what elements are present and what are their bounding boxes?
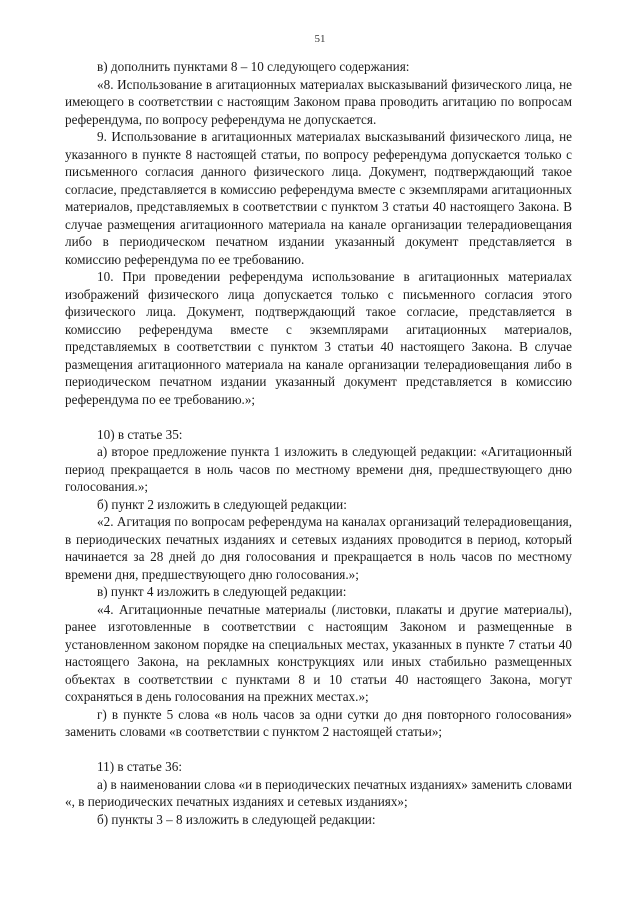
paragraph: б) пункт 2 изложить в следующей редакции: xyxy=(97,496,347,512)
document-body xyxy=(65,58,572,828)
paragraph-spacer xyxy=(65,408,572,426)
page-number: 51 xyxy=(314,33,326,45)
paragraph: а) второе предложение пункта 1 изложить в следующей редакции: «Агитационный период прекращается в ноль часов по местному времени дня, предшествующего дню голосования.»; xyxy=(65,444,572,494)
paragraph: «4. Агитационные печатные материалы (листовки, плакаты и другие материалы), ранее изготовленные в соответствии с настоящим Законом и размещенные в установленном законом порядке на специальных местах, указанных в пункте 7 статьи 40 настоящего Закона, на рекламных конструкциях или иных стабильно размещенных объектах в соответствии с пунктами 8 и 10 статьи 40 настоящего Закона, могут сохраняться в день голосования на прежних местах.»; xyxy=(65,601,572,704)
paragraph: 10. При проведении референдума использование в агитационных материалах изображений физического лица допускается только с письменного согласия этого физического лица. Документ, подтверждающий такое согласие, представляется в комиссию референдума вместе с экземплярами агитационных материалов, представляемых в соответствии с пунктом 3 статьи 40 настоящего Закона. В случае размещения агитационного материала на канале организации телерадиовещания либо в периодическом печатном издании указанный документ представляется в комиссию референдума по ее требованию.»; xyxy=(65,269,572,407)
paragraph: 10) в статье 35: xyxy=(97,426,183,442)
paragraph: 9. Использование в агитационных материалах высказываний физического лица, не указанного в пункте 8 настоящей статьи, по вопросу референдума допускается только с письменного согласия данного физического лица. Документ, подтверждающий такое согласие, представляется в комиссию референдума вместе с экземплярами агитационных материалов, представляемых в соответствии с пунктом 3 статьи 40 настоящего Закона. В случае размещения агитационного материала на канале организации телерадиовещания либо в периодическом печатном издании указанный документ представляется в комиссию референдума по ее требованию. xyxy=(65,129,572,267)
paragraph: в) пункт 4 изложить в следующей редакции: xyxy=(97,584,347,599)
paragraph: 11) в статье 36: xyxy=(97,759,182,774)
paragraph: г) в пункте 5 слова «в ноль часов за одни сутки до дня повторного голосования» заменить словами «в соответствии с пунктом 2 настоящей статьи»; xyxy=(65,706,572,739)
paragraph: «2. Агитация по вопросам референдума на каналах организаций телерадиовещания, в периодических печатных изданиях и сетевых изданиях проводится в период, который начинается за 28 дней до дня голосования и прекращается в ноль часов по местному времени дня, предшествующего дню голосования.»; xyxy=(65,514,572,582)
paragraph: а) в наименовании слова «и в периодических печатных изданиях» заменить словами «, в периодических печатных изданиях и сетевых изданиях»; xyxy=(65,776,572,809)
paragraph: в) дополнить пунктами 8 – 10 следующего содержания: xyxy=(97,59,410,74)
paragraph: «8. Использование в агитационных материалах высказываний физического лица, не имеющего в соответствии с настоящим Законом права проводить агитацию по вопросам референдума, по вопросу референдума не допускается. xyxy=(65,76,572,127)
paragraph-spacer xyxy=(65,741,572,759)
paragraph: б) пункты 3 – 8 изложить в следующей редакции: xyxy=(97,811,376,827)
